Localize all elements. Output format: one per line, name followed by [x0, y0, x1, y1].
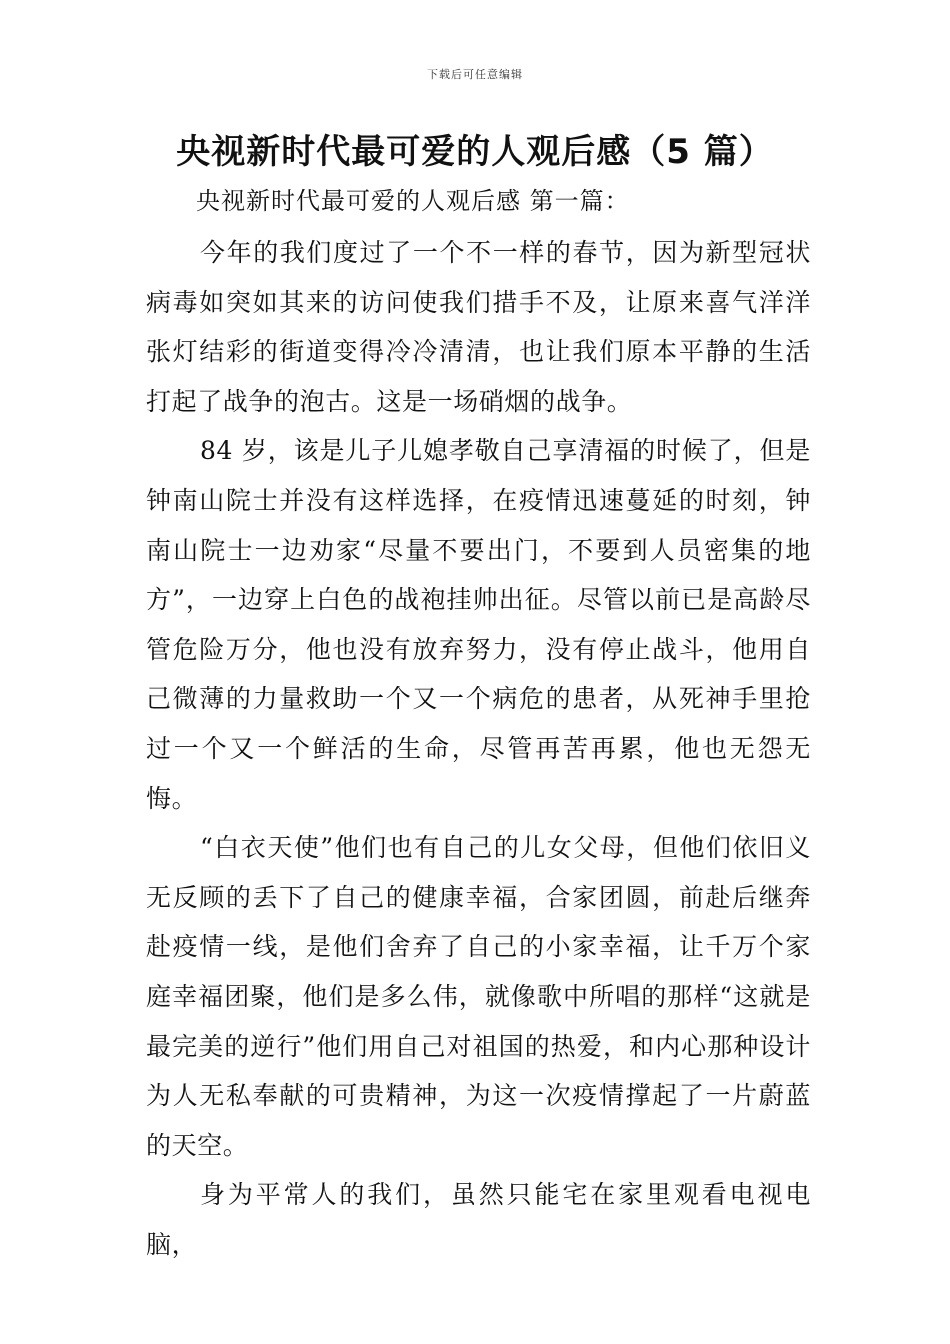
section-heading: 央视新时代最可爱的人观后感 第一篇：: [196, 187, 630, 215]
paragraph-3: “白衣天使”他们也有自己的儿女父母，但他们依旧义无反顾的丢下了自己的健康幸福，合家团圆，前赴后继奔赴疫情一线，是他们舍弃了自己的小家幸福，让千万个家庭幸福团聚，他们是多么伟，就像歌中所唱的那样“这就是最完美的逆行”他们用自己对祖国的热爱，和内心那种设计为人无私奉献的可贵精神，为这一次疫情撑起了一片蔚蓝的天空。: [146, 833, 811, 1160]
paragraph-2: 84 岁，该是儿子儿媳孝敬自己享清福的时候了，但是钟南山院士并没有这样选择，在疫情迅速蔓延的时刻，钟南山院士一边劝家“尽量不要出门，不要到人员密集的地方”，一边穿上白色的战袍挂帅出征。尽管以前已是高龄尽管危险万分，他也没有放弃努力，没有停止战斗，他用自己微薄的力量救助一个又一个病危的患者，从死神手里抢过一个又一个鲜活的生命，尽管再苦再累，他也无怨无悔。: [146, 436, 811, 813]
header-note: 下载后可任意编辑: [427, 68, 523, 81]
document-title: 央视新时代最可爱的人观后感（5 篇）: [176, 132, 774, 172]
paragraph-1: 今年的我们度过了一个不一样的春节，因为新型冠状病毒如突如其来的访问使我们措手不及，让原来喜气洋洋张灯结彩的街道变得冷冷清清，也让我们原本平静的生活打起了战争的泡古。这是一场硝烟的战争。: [146, 238, 811, 416]
document-body: [146, 228, 811, 1269]
paragraph-4: 身为平常人的我们，虽然只能宅在家里观看电视电脑，: [146, 1180, 811, 1259]
